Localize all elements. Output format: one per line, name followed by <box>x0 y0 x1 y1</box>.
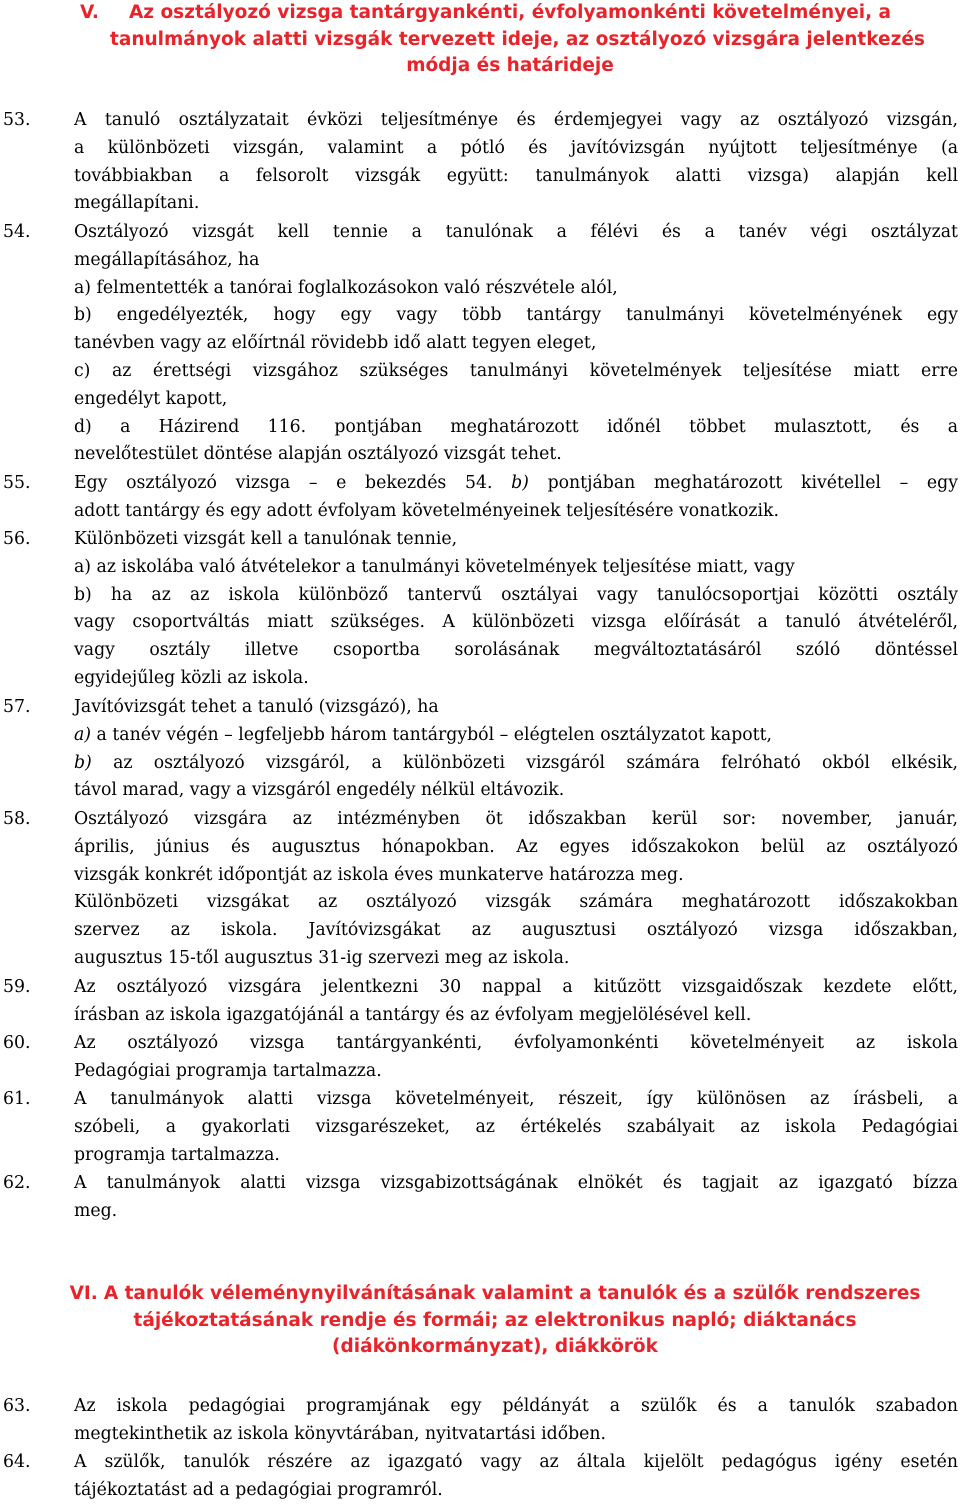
list-item-b: b) ha az az iskola különböző tantervű osztályai vagy tanulócsoportjai közötti osztály <box>74 584 958 605</box>
paragraph-number: 59. <box>3 977 31 997</box>
paragraph-line: vizsgák konkrét időpontját az iskola éves munkaterve határozza meg. <box>74 864 684 885</box>
paragraph-line: április, június és augusztus hónapokban. Az egyes időszakokon belül az osztályozó <box>74 836 958 857</box>
section-vi-title-line-2: tájékoztatásának rendje és formái; az elektronikus napló; diáktanács <box>133 1309 857 1331</box>
paragraph-number: 57. <box>3 697 31 717</box>
list-item-b-cont: vagy osztály illetve csoportba sorolásának megváltoztatásáról szóló döntéssel <box>74 640 958 661</box>
list-item-c-cont: engedélyt kapott, <box>74 388 228 409</box>
paragraph-line: A tanulmányok alatti vizsga vizsgabizottságának elnökét és tagjait az igazgató bízza <box>74 1173 958 1193</box>
paragraph-line: Az iskola pedagógiai programjának egy példányát a szülők és a tanulók szabadon <box>74 1396 958 1416</box>
paragraph-number: 55. <box>3 473 31 493</box>
section-v-heading <box>80 0 925 80</box>
paragraph-number: 53. <box>3 110 31 130</box>
paragraph-line: Osztályozó vizsgára az intézményben öt időszakban kerül sor: november, január, <box>74 809 958 829</box>
paragraph-line: Pedagógiai programja tartalmazza. <box>74 1060 382 1081</box>
paragraph-number: 61. <box>3 1089 31 1109</box>
paragraph-line: augusztus 15-től augusztus 31-ig szervezi meg az iskola. <box>74 947 570 968</box>
paragraph-line: megállapítani. <box>74 193 200 214</box>
section-v-title-line-3: módja és határideje <box>406 55 614 76</box>
section-v-number: V. <box>80 2 99 23</box>
list-item-b: b) engedélyezték, hogy egy vagy több tantárgy tanulmányi követelményének egy <box>74 305 958 326</box>
list-item-b-cont: távol marad, vagy a vizsgáról engedély nélkül eltávozik. <box>74 780 565 801</box>
paragraph-line: A tanuló osztályzatait évközi teljesítménye és érdemjegyei vagy az osztályozó vizsgán, <box>74 110 958 130</box>
list-item-b-cont: egyidejűleg közli az iskola. <box>74 667 309 688</box>
section-vi-title-line-1 <box>50 1281 940 1308</box>
paragraph-line: szervez az iskola. Javítóvizsgákat az augusztusi osztályozó vizsga időszakban, <box>74 920 958 941</box>
list-item-b <box>74 750 958 778</box>
paragraph-line: programja tartalmazza. <box>74 1144 280 1165</box>
paragraph-number: 64. <box>3 1452 31 1472</box>
section-vi-heading <box>50 1281 940 1361</box>
section-v-title-line-1: Az osztályozó vizsga tantárgyankénti, évfolyamonkénti követelményei, a <box>128 2 892 23</box>
paragraph-line: Különbözeti vizsgákat az osztályozó vizsgák számára meghatározott időszakokban <box>74 892 958 913</box>
section-v-title-line-2: tanulmányok alatti vizsgák tervezett ideje, az osztályozó vizsgára jelentkezés <box>110 28 925 50</box>
list-item-b-cont: tanévben vagy az előírtnál rövidebb idő alatt tegyen eleget, <box>74 333 597 354</box>
list-item-b-cont: vagy csoportváltás miatt szükséges. A különbözeti vizsga előírását a tanuló átvételéről, <box>74 612 958 633</box>
paragraph-number: 56. <box>3 529 31 549</box>
paragraph-line: továbbiakban a felsorolt vizsgák együtt: tanulmányok alatti vizsga) alapján kell <box>74 165 958 186</box>
paragraph-number: 54. <box>3 222 31 242</box>
paragraph-line: megállapításához, ha <box>74 249 260 270</box>
list-item-d-cont: nevelőtestület döntése alapján osztályozó vizsgát tehet. <box>74 444 562 465</box>
paragraph-line: Osztályozó vizsgát kell tennie a tanulónak a félévi és a tanév végi osztályzat <box>74 222 958 242</box>
paragraph-number: 60. <box>3 1033 31 1053</box>
paragraph-line: adott tantárgy és egy adott évfolyam követelményeinek teljesítésére vonatkozik. <box>74 500 779 521</box>
paragraph-number: 58. <box>3 809 31 829</box>
text-run: pontjában meghatározott kivétellel – egy <box>547 473 958 493</box>
text-run: a tanév végén – legfeljebb három tantárgyból – elégtelen osztályzatot kapott, <box>96 724 773 745</box>
list-item-c: c) az érettségi vizsgához szükséges tanulmányi követelmények teljesítése miatt erre <box>74 360 958 381</box>
text-run: A tanulók véleménynyilvánításának valamint a tanulók és a szülők rendszeres <box>103 1283 921 1304</box>
list-item-a: a) az iskolába való átvételekor a tanulmányi követelmények teljesítése miatt, vagy <box>74 556 795 577</box>
paragraph-line: írásban az iskola igazgatójánál a tantárgy és az évfolyam megjelölésével kell. <box>74 1004 752 1025</box>
paragraph-line: A tanulmányok alatti vizsga követelményeit, részeit, így különösen az írásbeli, a <box>74 1089 958 1109</box>
paragraph-number: 63. <box>3 1396 31 1416</box>
list-item-d: d) a Házirend 116. pontjában meghatározott időnél többet mulasztott, és a <box>74 416 958 437</box>
paragraph-line: tájékoztatást ad a pedagógiai programról. <box>74 1479 443 1500</box>
paragraph-line: A szülők, tanulók részére az igazgató vagy az általa kijelölt pedagógus igény esetén <box>74 1452 958 1472</box>
text-run: az osztályozó vizsgáról, a különbözeti vizsgáról számára felróható okból elkésik, <box>113 752 958 773</box>
paragraph-line: Az osztályozó vizsgára jelentkezni 30 nappal a kitűzött vizsgaidőszak kezdete előtt, <box>74 977 958 997</box>
paragraph-line: Különbözeti vizsgát kell a tanulónak tennie, <box>74 529 458 549</box>
paragraph-line: szóbeli, a gyakorlati vizsgarészeket, az értékelés szabályait az iskola Pedagógiai <box>74 1116 958 1137</box>
list-item-a <box>74 722 958 750</box>
paragraph-line: meg. <box>74 1200 118 1221</box>
paragraph-line: Javítóvizsgát tehet a tanuló (vizsgázó), ha <box>74 697 439 717</box>
section-vi-number: VI. <box>69 1283 98 1304</box>
paragraph-line: Az osztályozó vizsga tantárgyankénti, évfolyamonkénti követelményeit az iskola <box>74 1033 958 1053</box>
list-marker: b) <box>74 752 92 773</box>
text-run-italic: b) <box>511 473 529 493</box>
paragraph-line: a különbözeti vizsgán, valamint a pótló és javítóvizsgán nyújtott teljesítménye (a <box>74 137 958 158</box>
list-marker: a) <box>74 724 92 745</box>
list-item-a: a) felmentették a tanórai foglalkozásokon való részvétele alól, <box>74 277 618 298</box>
paragraph-line <box>74 470 958 498</box>
section-vi-title-line-3: (diákönkormányzat), diákkörök <box>332 1336 658 1357</box>
paragraph-line: megtekinthetik az iskola könyvtárában, nyitvatartási időben. <box>74 1423 607 1444</box>
paragraph-number: 62. <box>3 1173 31 1193</box>
text-run: Egy osztályozó vizsga – e bekezdés 54. <box>74 473 493 493</box>
